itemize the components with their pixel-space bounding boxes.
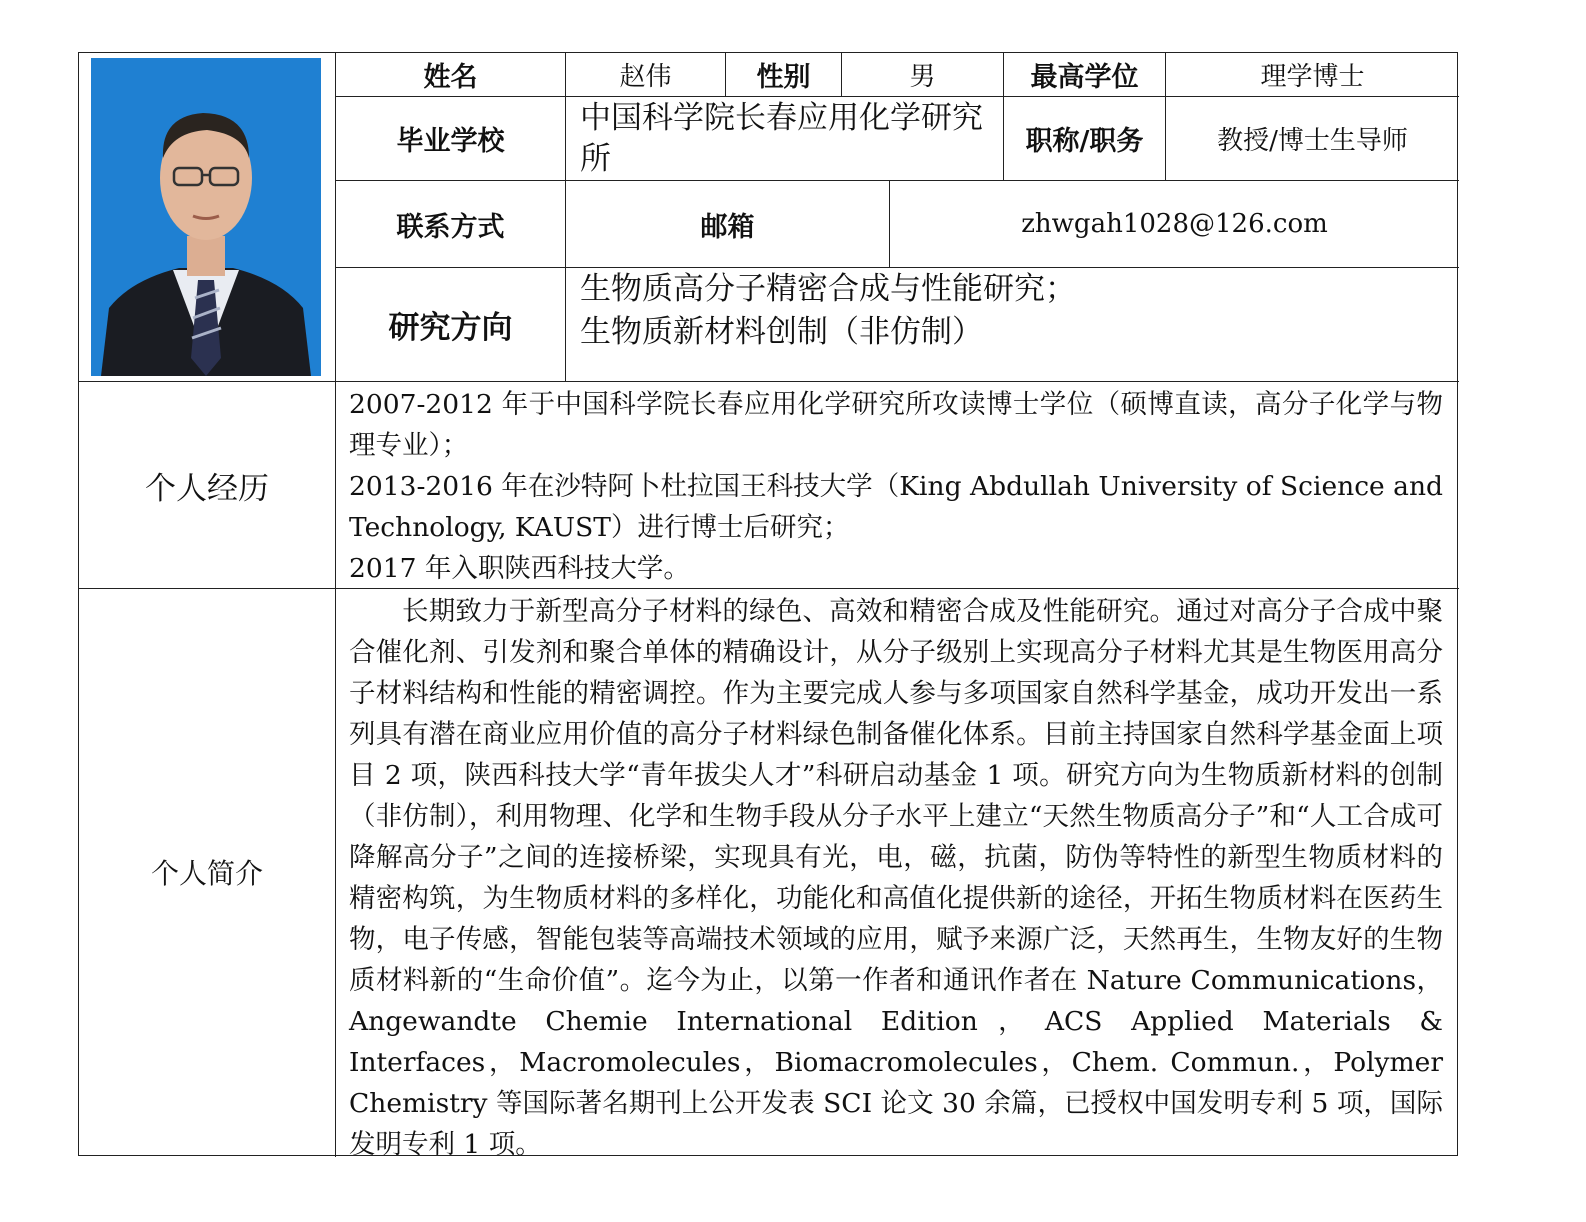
portrait-image [91, 58, 321, 376]
gender-value: 男 [909, 62, 936, 92]
research-value [580, 268, 1450, 381]
degree-label: 最高学位 [1030, 62, 1139, 93]
experience-item: 2007-2012 年于中国科学院长春应用化学研究所攻读博士学位（硕博直读，高分子化学与物理专业）； [349, 389, 1443, 461]
name-value: 赵伟 [619, 62, 672, 92]
title-value: 教授/博士生导师 [1217, 126, 1408, 156]
research-label: 研究方向 [388, 310, 513, 346]
experience-label: 个人经历 [145, 470, 269, 507]
profile-label: 个人简介 [150, 857, 263, 890]
portrait-photo [91, 58, 321, 376]
research-item: 生物质高分子精密合成与性能研究； [580, 271, 1076, 307]
research-item: 生物质新材料创制（非仿制） [580, 314, 983, 350]
school-label: 毕业学校 [396, 126, 505, 157]
degree-value: 理学博士 [1260, 62, 1365, 92]
school-value: 中国科学院长春应用化学研究所 [580, 99, 983, 177]
name-label: 姓名 [423, 62, 478, 93]
email-label: 邮箱 [700, 211, 755, 243]
experience-item: 2013-2016 年在沙特阿卜杜拉国王科技大学（King Abdullah University of Science and Technology, KAUST）进行博士后研究； [349, 471, 1443, 543]
contact-label: 联系方式 [396, 211, 505, 243]
email-value[interactable]: zhwgah1028@126.com [1021, 209, 1328, 239]
experience-list [349, 384, 1443, 589]
profile-text: 长期致力于新型高分子材料的绿色、高效和精密合成及性能研究。通过对高分子合成中聚合催化剂、引发剂和聚合单体的精确设计，从分子级别上实现高分子材料尤其是生物医用高分子材料结构和性能的精密调控。作为主要完成人参与多项国家自然科学基金，成功开发出一系列具有潜在商业应用价值的高分子材料绿色制备催化体系。目前主持国家自然科学基金面上项目 2 项，陕西科技大学“青年拔尖人才”科研启动基金 1 项。研究方向为生物质新材料的创制（非仿制），利用物理、化学和生物手段从分子水平上建立“天然生物质高分子”和“人工合成可降解高分子”之间的连接桥梁，实现具有光，电，磁，抗菌，防伪等特性的新型生物质材料的精密构筑，为生物质材料的多样化，功能化和高值化提供新的途径，开拓生物质材料在医药生物，电子传感，智能包装等高端技术领域的应用，赋予来源广泛，天然再生，生物友好的生物质材料新的“生命价值”。迄今为止，以第一作者和通讯作者在 Nature Communications，Angewandte Chemie International Edition，ACS Applied Materials & Interfaces，Macromolecules，Biomacromolecules，Chem. Commun.，Polymer Chemistry 等国际著名期刊上公开发表 SCI 论文 30 余篇，已授权中国发明专利 5 项，国际发明专利 1 项。 [349, 596, 1443, 1160]
profile-table [78, 52, 1458, 1160]
title-label: 职称/职务 [1025, 126, 1144, 157]
experience-item: 2017 年入职陕西科技大学。 [349, 553, 690, 584]
gender-label: 性别 [756, 62, 811, 93]
